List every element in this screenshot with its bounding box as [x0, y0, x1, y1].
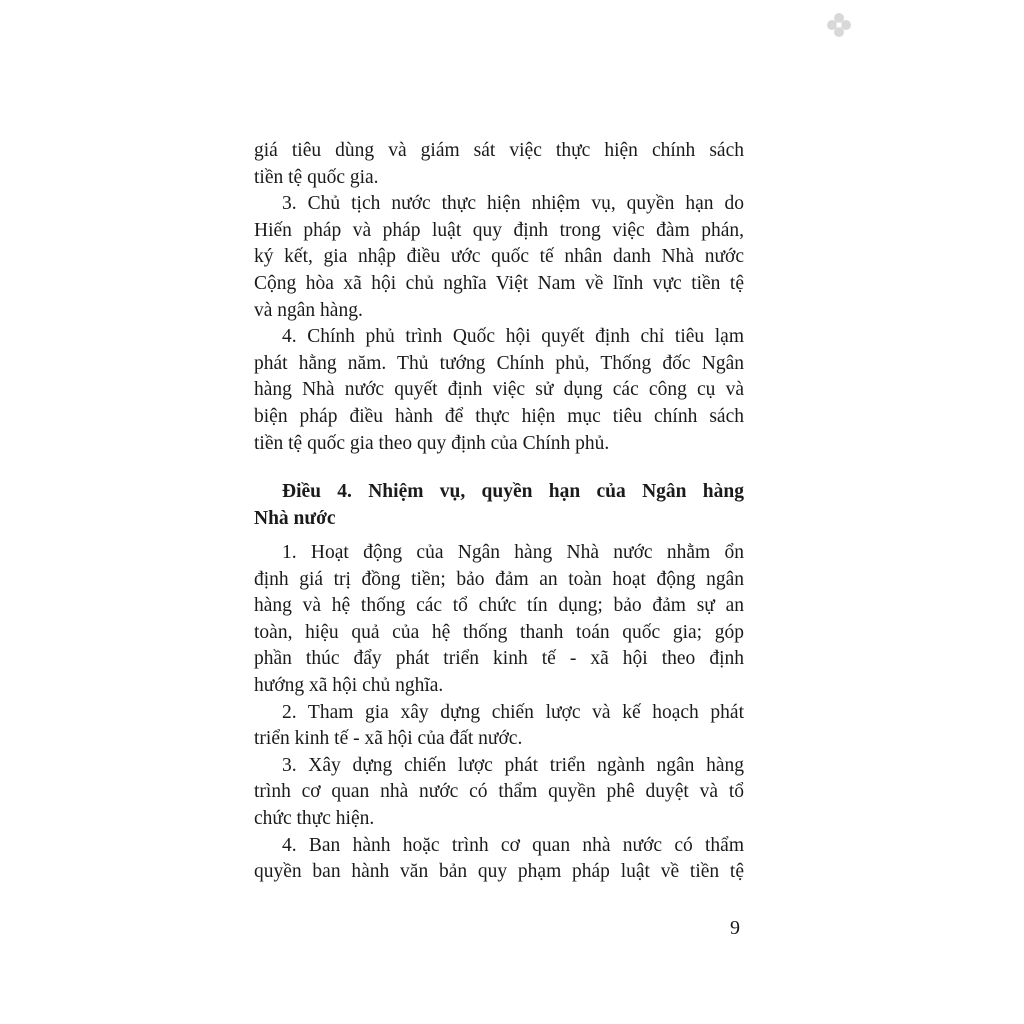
text-line: quyền ban hành văn bản quy phạm pháp luật về tiền tệ	[254, 861, 744, 883]
flower-ornament-icon	[826, 12, 852, 38]
text-line: 3. Xây dựng chiến lược phát triển ngành ngân hàng	[282, 754, 744, 776]
text-line: hàng Nhà nước quyết định việc sử dụng các công cụ và	[254, 379, 744, 401]
page-number: 9	[730, 917, 740, 939]
article-heading-line: Điều 4. Nhiệm vụ, quyền hạn của Ngân hàng	[282, 481, 744, 502]
text-line: chức thực hiện.	[254, 807, 375, 829]
body-text-top	[254, 138, 744, 457]
text-line: phần thúc đẩy phát triển kinh tế - xã hội theo định	[254, 648, 744, 670]
text-line: 1. Hoạt động của Ngân hàng Nhà nước nhằm ổn	[282, 542, 744, 563]
text-line: phát hằng năm. Thủ tướng Chính phủ, Thống đốc Ngân	[254, 352, 744, 374]
text-line: 3. Chủ tịch nước thực hiện nhiệm vụ, quyền hạn do	[282, 193, 744, 215]
text-line: trình cơ quan nhà nước có thẩm quyền phê duyệt và tổ	[254, 781, 744, 803]
article-heading-line: Nhà nước	[254, 508, 336, 529]
text-line: hàng và hệ thống các tổ chức tín dụng; bảo đảm sự an	[254, 595, 744, 617]
text-line: và ngân hàng.	[254, 299, 363, 321]
text-line: tiền tệ quốc gia theo quy định của Chính phủ.	[254, 432, 610, 454]
text-line: biện pháp điều hành để thực hiện mục tiêu chính sách	[254, 405, 744, 427]
text-line: tiền tệ quốc gia.	[254, 166, 379, 188]
text-line: 2. Tham gia xây dựng chiến lược và kế hoạch phát	[282, 701, 744, 723]
text-line: định giá trị đồng tiền; bảo đảm an toàn hoạt động ngân	[254, 568, 744, 590]
text-line: ký kết, gia nhập điều ước quốc tế nhân danh Nhà nước	[254, 246, 744, 268]
text-line: Hiến pháp và pháp luật quy định trong việc đàm phán,	[254, 219, 744, 241]
text-line: 4. Chính phủ trình Quốc hội quyết định chỉ tiêu lạm	[282, 326, 744, 348]
text-line: giá tiêu dùng và giám sát việc thực hiện chính sách	[254, 140, 744, 161]
text-line: 4. Ban hành hoặc trình cơ quan nhà nước có thẩm	[282, 834, 744, 856]
text-line: hướng xã hội chủ nghĩa.	[254, 674, 444, 696]
text-line: toàn, hiệu quả của hệ thống thanh toán quốc gia; góp	[254, 621, 744, 643]
text-line: Cộng hòa xã hội chủ nghĩa Việt Nam về lĩnh vực tiền tệ	[254, 272, 744, 294]
body-text-bottom	[254, 540, 744, 886]
article-heading	[254, 478, 744, 532]
text-line: triển kinh tế - xã hội của đất nước.	[254, 728, 523, 750]
